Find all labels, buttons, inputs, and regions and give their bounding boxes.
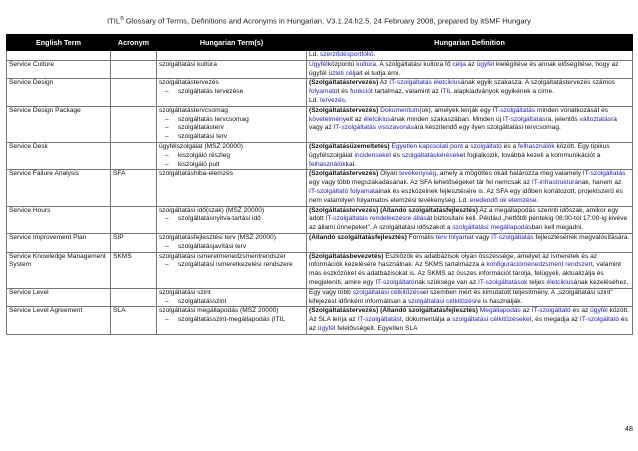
hungarian-term-alternative: – szolgáltatásszint-megállapodás (ITIL <box>159 316 304 325</box>
glossary-link[interactable]: folyamat <box>448 233 474 241</box>
glossary-link[interactable]: visszavonás <box>377 124 414 132</box>
acronym: SFA <box>113 170 126 178</box>
table-row <box>7 206 633 233</box>
hungarian-term-main: szolgáltatási idő(szak) (MSZ 20000) <box>159 206 265 214</box>
hungarian-term-alternative: – kiszolgáló részleg <box>159 152 304 161</box>
glossary-link[interactable]: IT-szolgáltatást <box>357 316 402 324</box>
table-header-row <box>7 35 633 51</box>
definition-text: jait el tudja érni. <box>354 69 401 77</box>
table-row <box>7 170 633 206</box>
english-term: Service Culture <box>9 60 55 68</box>
glossary-link[interactable]: funkció <box>350 88 371 96</box>
hungarian-term-main: szolgáltatásfejlesztési terv (MSZ 20000) <box>159 233 276 241</box>
glossary-link[interactable]: konfigurációmenedzsment rendszert <box>486 261 593 269</box>
glossary-link[interactable]: szerződésportfólió <box>320 51 374 58</box>
hungarian-term-main: szolgáltatási megállapodás (MSZ 20000) <box>159 307 279 315</box>
domain-tag: (Szolgáltatástervezés) <box>309 170 379 178</box>
definition-text: és <box>391 151 402 159</box>
table-row <box>7 142 633 169</box>
glossary-link[interactable]: tervezés <box>320 96 345 104</box>
definition-text: vagy <box>473 233 492 241</box>
definition-text: fejlesztésének megvalósítására. <box>533 233 630 241</box>
definition-text: . <box>536 196 539 204</box>
hungarian-definition <box>309 307 630 333</box>
page-number: 48 <box>624 424 633 433</box>
definition-text: között. Az SLA leírja az <box>309 307 630 324</box>
domain-tag: (Szolgáltatástervezés) (Állandó szolgáltatásfejlesztés) <box>309 206 478 214</box>
hungarian-definition <box>309 289 630 307</box>
hungarian-term-alternative: – szolgáltatás tervcsomag <box>159 116 304 125</box>
definition-text: nak szüksége van az <box>414 278 478 286</box>
glossary-link[interactable]: eredendő ok elemzése <box>469 196 537 204</box>
definition-text: ra vagy az <box>309 115 617 132</box>
hungarian-term-alternative: – kiszolgáló pult <box>159 161 304 170</box>
definition-text: Olyan <box>378 170 400 178</box>
glossary-link[interactable]: életciklus <box>546 278 574 286</box>
definition-text: ának egyik szakasza. A szolgáltatástervezés számos <box>460 79 616 87</box>
acronym: SLA <box>113 307 126 315</box>
definition-text: et foglalkozik, továbbá kezeli a kommunikációt a <box>459 151 601 159</box>
english-term: Service Improvement Plan <box>9 233 87 241</box>
english-term: Service Desk <box>9 142 48 150</box>
domain-tag: (Állandó szolgáltatásfejlesztés) <box>309 233 407 241</box>
glossary-link[interactable]: kultúra <box>356 60 377 68</box>
definition-text: . <box>344 96 347 104</box>
glossary-table <box>6 34 633 335</box>
column-header-hungarian-definition: Hungarian Definition <box>307 35 633 51</box>
definition-text: ban kell megadni. <box>531 224 584 232</box>
glossary-link[interactable]: követelmény <box>309 115 347 123</box>
glossary-link[interactable]: Egyetlen kapcsolati pont <box>391 142 463 150</box>
definition-text: eit az <box>346 115 364 123</box>
definition-text: és a <box>501 142 518 150</box>
definition-text: át biztosítani kell. Például „hétfőtől péntekig 08:00-tól 17:00-ig kivéve az állami ünnepeket”. A szolgáltatási időszakot a <box>309 215 628 232</box>
hungarian-term-main: szolgáltatáshiba-elemzés <box>159 170 234 178</box>
definition-text: ot és <box>333 88 351 96</box>
table-row <box>7 252 633 288</box>
hungarian-definition <box>309 253 630 288</box>
definition-text: , amely a mögöttes okait határozza meg valamely <box>436 170 583 178</box>
glossary-link[interactable]: IT-szolgáltatás <box>333 124 377 132</box>
hungarian-term-main: szolgáltatástervcsomag <box>159 106 228 114</box>
definition-text: sel szemben mért és kimutatott teljesítmény. A „szolgáltatási szint” kifejezést időnként informálisan a <box>309 288 613 305</box>
definition-text: között. Egy tipikus ügyfélszolgálat <box>309 142 610 159</box>
definition-text: Eszközök és adatbázisok olyan összessége, amelyet az ismeretek és az információk kezelésére használnak. Az SKMS tartalmazza a <box>309 252 598 269</box>
header-prefix: ITIL <box>107 16 121 26</box>
glossary-link[interactable]: IT-szolgáltató <box>375 278 415 286</box>
glossary-link[interactable]: tevékenység <box>399 170 437 178</box>
definition-text: és az <box>570 307 591 315</box>
hungarian-term-main: szolgáltatási kultúra <box>159 60 217 68</box>
glossary-link[interactable]: szolgáltatáskérések <box>401 151 460 159</box>
glossary-link[interactable]: IT-szolgáltató <box>531 307 571 315</box>
hungarian-term-alternative: – szolgáltatási ismeretkezelési rendszere <box>159 261 304 270</box>
column-header-acronym: Acronym <box>111 35 157 51</box>
definition-text: Formális <box>406 233 436 241</box>
table-row <box>7 60 633 79</box>
table-row <box>7 233 633 252</box>
definition-text: minden vonatkozását és <box>535 106 609 114</box>
english-term: Service Level <box>9 288 49 296</box>
glossary-link[interactable]: szolgáltatási megállapodás <box>452 224 532 232</box>
acronym: SKMS <box>113 252 132 260</box>
glossary-link[interactable]: incidenseket <box>354 151 392 159</box>
english-term: Service Hours <box>9 206 51 214</box>
hungarian-term-alternative: – szolgáltatásnyitva-tartási idő <box>159 215 304 224</box>
definition-text: ára készítendő egy ilyen szolgáltatási tervcsomag. <box>413 124 561 132</box>
continuation-definition <box>309 51 630 60</box>
definition-text: az <box>465 60 477 68</box>
domain-tag: (Szolgáltatástervezés) (Állandó szolgáltatásfejlesztés) <box>309 307 478 315</box>
definition-text: Az <box>378 79 390 87</box>
definition-text: , dokumentálja a <box>401 316 452 324</box>
page-header <box>0 16 638 26</box>
glossary-link[interactable]: ügyfél <box>590 307 608 315</box>
glossary-link[interactable]: szolgáltatási célkitűzéseket <box>451 316 532 324</box>
definition-text: . A szolgáltatási kultúra fő <box>376 60 453 68</box>
english-term: Service Design <box>9 79 54 87</box>
definition-text: és az <box>309 316 628 332</box>
glossary-link[interactable]: szolgáltató <box>470 142 502 150</box>
glossary-link[interactable]: ügyfél <box>317 324 336 332</box>
column-header-english-term: English Term <box>7 35 111 51</box>
definition-text: az <box>520 307 532 315</box>
glossary-link[interactable]: IT-szolgáltató <box>309 187 349 195</box>
glossary-link[interactable]: célja <box>452 60 466 68</box>
definition-text: . <box>373 51 376 58</box>
table-row <box>7 307 633 334</box>
definition-text: Ld. <box>309 51 320 58</box>
glossary-link[interactable]: folyamat <box>309 88 334 96</box>
definition-text: ának minden szakaszában. Minden új <box>390 115 503 123</box>
domain-tag: (Szolgáltatástervezés) <box>309 106 379 114</box>
definition-text: , és megadja az <box>531 316 580 324</box>
hungarian-definition <box>309 234 630 243</box>
definition-text: ra, jelentős <box>545 115 580 123</box>
glossary-link[interactable]: Megállapodás <box>479 307 521 315</box>
definition-text: egy vagy több megszakadásának. Az SFA lehetőségeket tár fel nemcsak az <box>309 179 532 187</box>
glossary-link[interactable]: ügyfél <box>476 60 495 68</box>
definition-text: Egy vagy több <box>309 288 353 296</box>
definition-text: kal. <box>345 160 356 168</box>
glossary-link[interactable]: szolgáltatási célkitűzés <box>407 297 476 305</box>
glossary-link[interactable]: IT-szolgáltatás <box>389 79 432 87</box>
english-term: Service Level Agreement <box>9 307 83 315</box>
glossary-link[interactable]: IT-infrastruktúrá <box>531 179 579 187</box>
hungarian-term-alternative: – szolgáltatási terv <box>159 133 304 142</box>
english-term: Service Knowledge Management System <box>9 252 106 269</box>
glossary-link[interactable]: üzleti cél <box>328 69 355 77</box>
definition-text: re is használják. <box>475 297 523 305</box>
glossary-link[interactable]: IT-szolgáltatás <box>582 170 626 178</box>
definition-text: a <box>462 142 471 150</box>
domain-tag: (Szolgáltatásbevezetés) <box>309 252 384 260</box>
hungarian-term-alternative: – szolgáltatásjavítási terv <box>159 243 304 252</box>
definition-text: , valamint más eszközöket és adatbázisokat is. Az SKMS az összes információt tárolja, felügyeli, aktualizálja és megjeleníti, amire egy <box>309 261 621 286</box>
hungarian-term-main: szolgáltatástervezés <box>159 79 219 87</box>
definition-text: ainak és eszközeinek fejlesztésére is. Az SFA egy időben korlátozott, projektszerű és nem valamilyen folyamatos elemzési tevékenység. Ld. <box>309 187 623 204</box>
definition-text: alapkiadványok egyikének a címe. <box>451 88 554 96</box>
glossary-link[interactable]: IT-szolgáltatás <box>502 115 546 123</box>
glossary-link[interactable]: IT-szolgáltatás <box>325 215 369 223</box>
hungarian-term-alternative: – szolgáltatásszint <box>159 298 304 307</box>
english-term: Service Failure Analysis <box>9 170 79 178</box>
table-body <box>7 51 633 335</box>
glossary-link[interactable]: életciklus <box>433 79 461 87</box>
hungarian-definition <box>309 170 630 205</box>
hungarian-definition <box>309 79 630 105</box>
definition-text: t tartalmaz, valamint az <box>370 88 441 96</box>
glossary-link[interactable]: Ügyfél <box>309 60 328 68</box>
glossary-link[interactable]: Dokumentum <box>380 106 420 114</box>
glossary-link[interactable]: ITIL <box>440 88 452 96</box>
definition-text: felelősségeit. Egyetlen SLA <box>335 324 418 332</box>
registered-mark: ® <box>120 16 124 22</box>
glossary-link[interactable]: változtatás <box>579 115 612 123</box>
definition-text: kielégítése és annak elősegítése, hogy az ügyfél <box>309 60 619 77</box>
hungarian-term-main: ügyfélszolgálat (MSZ 20000) <box>159 142 243 150</box>
glossary-link[interactable]: rendelkezésre állás <box>369 215 427 223</box>
definition-text: Ld. <box>309 96 320 104</box>
hungarian-term-main: szolgáltatási ismeretmenedzsmentrendszer <box>159 252 286 260</box>
hungarian-term-alternative: – szolgáltatásterv <box>159 124 304 133</box>
definition-text: Az a megállapodás szerinti időszak, amikor egy adott <box>309 206 619 223</box>
hungarian-definition <box>309 207 630 233</box>
header-text: Glossary of Terms, Definitions and Acronyms in Hungarian, V3.1.24.h2.5, 24 February 2008, prepared by itSMF Hungary <box>123 16 531 26</box>
table-row <box>7 106 633 142</box>
table-row <box>7 79 633 106</box>
glossary-link[interactable]: felhasználók <box>517 142 555 150</box>
domain-tag: (Szolgáltatásüzemeltetés) <box>309 142 390 150</box>
definition-text: (ok), amelyek leírják egy <box>419 106 493 114</box>
english-term: Service Design Package <box>9 106 81 114</box>
definition-text: központú <box>327 60 357 68</box>
glossary-link[interactable]: IT-szolgáltatás <box>491 233 534 241</box>
hungarian-definition <box>309 61 630 79</box>
continuation-row <box>7 51 633 61</box>
definition-text: ának kezeléséhez. <box>573 278 629 286</box>
glossary-link[interactable]: IT-szolgáltató <box>579 316 620 324</box>
glossary-link[interactable]: IT-szolgáltatások <box>477 278 528 286</box>
glossary-link[interactable]: folyamat <box>350 187 375 195</box>
hungarian-term-alternative: – szolgáltatás tervezése <box>159 88 304 97</box>
glossary-link[interactable]: felhasználók <box>309 160 346 168</box>
glossary-link[interactable]: szolgáltatási célkitűzés <box>352 288 420 296</box>
hungarian-definition <box>309 143 630 169</box>
acronym: SIP <box>113 233 124 241</box>
definition-text: nak, hanem az <box>578 179 622 187</box>
domain-tag: (Szolgáltatástervezés) <box>309 79 379 87</box>
glossary-link[interactable]: terv <box>435 233 447 241</box>
hungarian-definition <box>309 107 630 133</box>
hungarian-term-main: szolgáltatási szint <box>159 288 211 296</box>
definition-text: teljes <box>527 278 547 286</box>
table-row <box>7 288 633 307</box>
glossary-link[interactable]: életciklus <box>363 115 391 123</box>
column-header-hungarian-term: Hungarian Term(s) <box>157 35 307 51</box>
glossary-link[interactable]: IT-szolgáltatás <box>492 106 536 114</box>
